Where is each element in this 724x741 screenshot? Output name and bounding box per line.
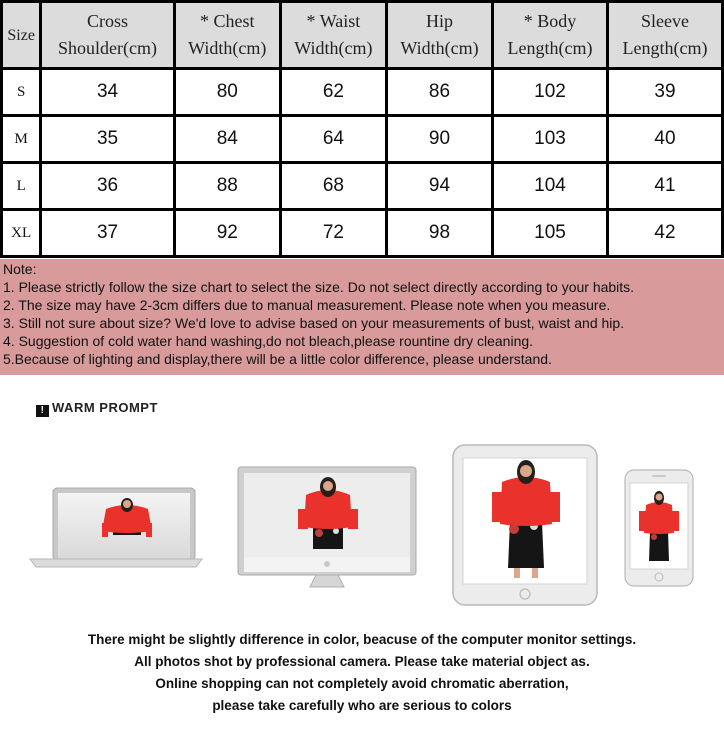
body-length-cell: 105 <box>494 211 606 255</box>
desktop-monitor-illustration <box>236 465 418 591</box>
size-cell: L <box>3 164 39 208</box>
note-item: 1. Please strictly follow the size chart to select the size. Do not select directly according to your habits. <box>3 279 635 295</box>
size-cell: S <box>3 70 39 114</box>
hip-width-cell: 90 <box>388 117 491 161</box>
size-cell: M <box>3 117 39 161</box>
warning-icon: ! <box>36 405 49 417</box>
chest-width-cell: 84 <box>176 117 279 161</box>
header-waist-width: * Waist Width(cm) <box>282 3 385 67</box>
size-chart-header-row <box>3 3 721 67</box>
waist-width-cell: 62 <box>282 70 385 114</box>
header-hip-width: Hip Width(cm) <box>388 3 491 67</box>
table-row <box>3 164 721 208</box>
sleeve-length-cell: 42 <box>609 211 721 255</box>
body-length-cell: 102 <box>494 70 606 114</box>
hip-width-cell: 86 <box>388 70 491 114</box>
notes-title: Note: <box>3 261 37 277</box>
cross-shoulder-cell: 36 <box>42 164 172 208</box>
warm-prompt-label: WARM PROMPT <box>52 400 158 415</box>
header-body-length: * Body Length(cm) <box>494 3 606 67</box>
sleeve-length-cell: 41 <box>609 164 721 208</box>
warm-prompt-line: please take carefully who are serious to colors <box>212 698 512 713</box>
hip-width-cell: 98 <box>388 211 491 255</box>
header-chest-width: * Chest Width(cm) <box>176 3 279 67</box>
note-item: 5.Because of lighting and display,there will be a little color difference, please understand. <box>3 351 552 367</box>
table-row <box>3 70 721 114</box>
table-row <box>3 211 721 255</box>
cross-shoulder-cell: 35 <box>42 117 172 161</box>
note-item: 4. Suggestion of cold water hand washing,do not bleach,please rountine dry cleaning. <box>3 333 534 349</box>
warm-prompt-line: All photos shot by professional camera. Please take material object as. <box>134 654 590 669</box>
warm-prompt-section <box>0 375 724 741</box>
waist-width-cell: 68 <box>282 164 385 208</box>
chest-width-cell: 80 <box>176 70 279 114</box>
sleeve-length-cell: 40 <box>609 117 721 161</box>
warm-prompt-title <box>36 400 158 417</box>
waist-width-cell: 72 <box>282 211 385 255</box>
notes-section <box>0 259 724 375</box>
note-item: 3. Still not sure about size? We'd love to advise based on your measurements of bust, waist and hip. <box>3 315 625 331</box>
phone-device-illustration <box>624 469 694 587</box>
tablet-device-illustration <box>452 444 598 606</box>
size-cell: XL <box>3 211 39 255</box>
note-item: 2. The size may have 2-3cm differs due to manual measurement. Please note when you measure. <box>3 297 611 313</box>
header-sleeve-length: Sleeve Length(cm) <box>609 3 721 67</box>
sleeve-length-cell: 39 <box>609 70 721 114</box>
body-length-cell: 104 <box>494 164 606 208</box>
table-row <box>3 117 721 161</box>
size-chart-table <box>0 0 724 258</box>
header-cross-shoulder: Cross Shoulder(cm) <box>42 3 172 67</box>
cross-shoulder-cell: 37 <box>42 211 172 255</box>
chest-width-cell: 92 <box>176 211 279 255</box>
body-length-cell: 103 <box>494 117 606 161</box>
warm-prompt-line: Online shopping can not completely avoid chromatic aberration, <box>155 676 569 691</box>
cross-shoulder-cell: 34 <box>42 70 172 114</box>
chest-width-cell: 88 <box>176 164 279 208</box>
warm-prompt-line: There might be slightly difference in color, beacuse of the computer monitor settings. <box>87 632 637 647</box>
warm-prompt-text <box>0 629 724 717</box>
hip-width-cell: 94 <box>388 164 491 208</box>
header-size: Size <box>3 3 39 67</box>
waist-width-cell: 64 <box>282 117 385 161</box>
laptop-device-illustration <box>28 483 204 569</box>
